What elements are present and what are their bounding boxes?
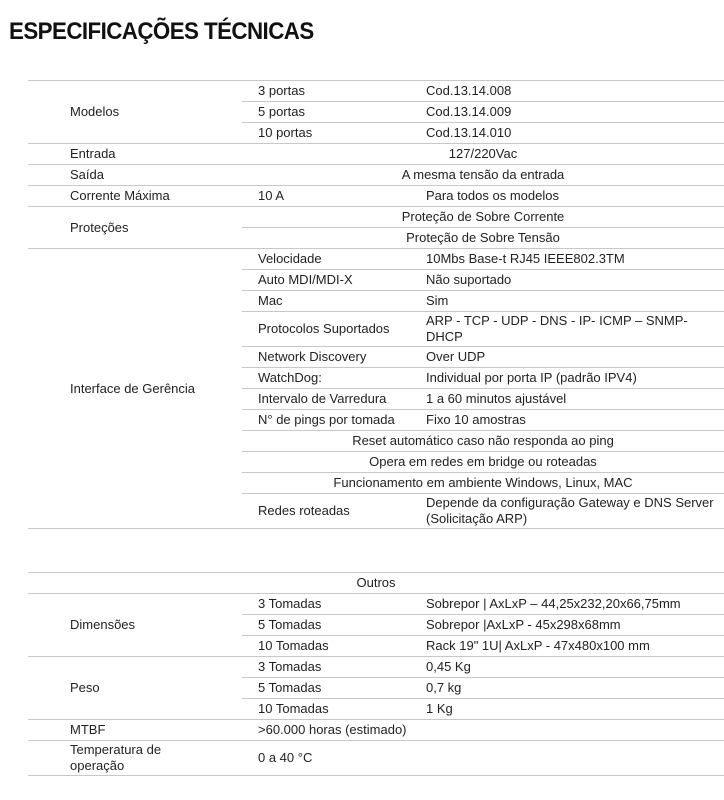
entrada-label: Entrada [28,144,242,165]
row-key: Network Discovery [242,347,418,368]
table-row [28,657,724,678]
temperatura-label [28,741,242,776]
row-value: Rack 19" 1U| AxLxP - 47x480x100 mm [418,636,724,657]
row-value: Fixo 10 amostras [418,410,724,431]
corrente-label: Corrente Máxima [28,186,242,207]
interface-label: Interface de Gerência [28,249,242,529]
row-value: Não suportado [418,270,724,291]
row-key: 10 Tomadas [242,699,418,720]
row-value: Cod.13.14.008 [418,81,724,102]
row-value: 0,7 kg [418,678,724,699]
row-key: 3 portas [242,81,418,102]
row-key: N° de pings por tomada [242,410,418,431]
saida-label: Saída [28,165,242,186]
dimensoes-label: Dimensões [28,594,242,657]
page-title: ESPECIFICAÇÕES TÉCNICAS [9,18,314,45]
table-row [28,207,724,228]
table-row [28,720,724,741]
mtbf-label: MTBF [28,720,242,741]
row-value: Cod.13.14.009 [418,102,724,123]
row-key: 10 Tomadas [242,636,418,657]
saida-value: A mesma tensão da entrada [242,165,724,186]
row-value: Cod.13.14.010 [418,123,724,144]
row-value: Sobrepor |AxLxP - 45x298x68mm [418,615,724,636]
row-value: 1 Kg [418,699,724,720]
table-row [28,573,724,594]
entrada-value: 127/220Vac [242,144,724,165]
outros-heading: Outros [28,573,724,594]
protecoes-label: Proteções [28,207,242,249]
row-value: ARP - TCP - UDP - DNS - IP- ICMP – SNMP-DHCP [418,312,724,347]
row-key: WatchDog: [242,368,418,389]
row-value: Sobrepor | AxLxP – 44,25x232,20x66,75mm [418,594,724,615]
row-value: Depende da configuração Gateway e DNS Server (Solicitação ARP) [418,494,724,529]
table-row [28,186,724,207]
row-value: 1 a 60 minutos ajustável [418,389,724,410]
row-value: Over UDP [418,347,724,368]
row-span: Opera em redes em bridge ou roteadas [242,452,724,473]
row-key: Protocolos Suportados [242,312,418,347]
peso-label: Peso [28,657,242,720]
row-span: Proteção de Sobre Corrente [242,207,724,228]
row-key: Mac [242,291,418,312]
mtbf-value: >60.000 horas (estimado) [242,720,724,741]
row-value: 10Mbs Base-t RJ45 IEEE802.3TM [418,249,724,270]
row-key: 3 Tomadas [242,657,418,678]
row-key: 5 portas [242,102,418,123]
row-key: 3 Tomadas [242,594,418,615]
table-row [28,81,724,102]
temperatura-text: Temperatura de operação [70,742,162,773]
spec-table [28,80,724,530]
table-row [28,165,724,186]
modelos-label: Modelos [28,81,242,144]
row-key: 10 portas [242,123,418,144]
row-key: Redes roteadas [242,494,418,529]
row-value: 0,45 Kg [418,657,724,678]
table-row [28,144,724,165]
row-key: Intervalo de Varredura [242,389,418,410]
row-value: Sim [418,291,724,312]
row-span: Reset automático caso não responda ao ping [242,431,724,452]
row-value: Para todos os modelos [418,186,724,207]
table-row [28,594,724,615]
row-value: Individual por porta IP (padrão IPV4) [418,368,724,389]
temperatura-value: 0 a 40 °C [242,741,724,776]
table-row [28,741,724,776]
row-key: Velocidade [242,249,418,270]
row-key: 5 Tomadas [242,678,418,699]
row-key: 10 A [242,186,418,207]
row-key: Auto MDI/MDI-X [242,270,418,291]
row-span: Proteção de Sobre Tensão [242,228,724,249]
row-span: Funcionamento em ambiente Windows, Linux, MAC [242,473,724,494]
table-row [28,249,724,270]
row-key: 5 Tomadas [242,615,418,636]
outros-table [28,572,724,777]
